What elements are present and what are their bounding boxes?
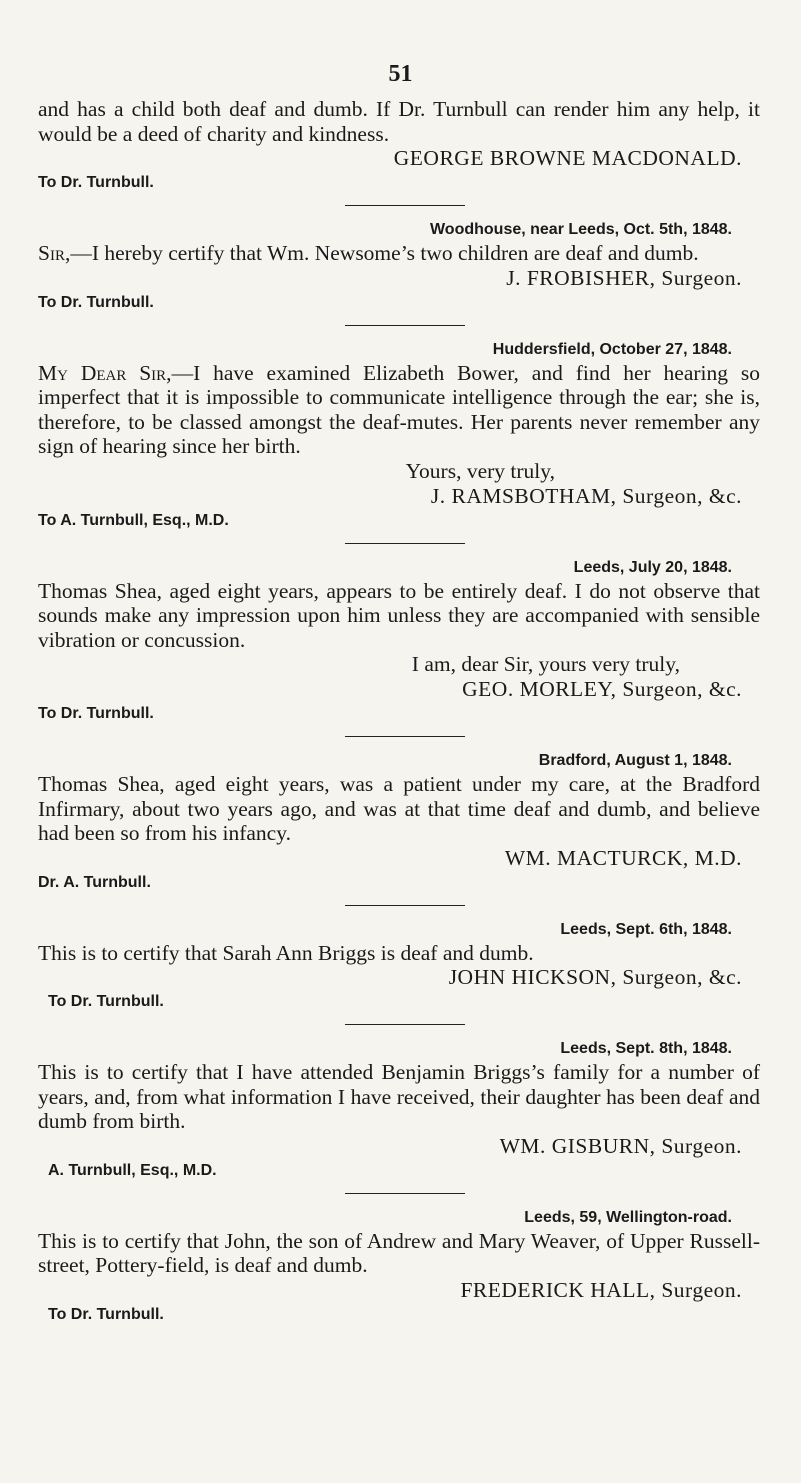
letter-addressee: A. Turnbull, Esq., M.D. (48, 1161, 217, 1179)
letter-addressee: To A. Turnbull, Esq., M.D. (38, 511, 229, 529)
letter-dateline: Leeds, 59, Wellington-road. (524, 1208, 732, 1226)
section-divider (345, 1193, 465, 1194)
letter-body-text: —I hereby certify that Wm. Newsome’s two children are deaf and dumb. (70, 241, 699, 265)
letter-signature: WM. GISBURN, Surgeon. (499, 1133, 742, 1158)
letter-body: and has a child both deaf and dumb. If Dr. Turnbull can render him any help, it would be a deed of charity and kindness. (38, 97, 760, 146)
letter-signature: WM. MACTURCK, M.D. (504, 845, 742, 870)
letter-signature: GEORGE BROWNE MACDONALD. (393, 146, 742, 170)
letter-body: This is to certify that John, the son of Andrew and Mary Weaver, of Upper Russell-street, Pottery-field, is deaf and dumb. (38, 1228, 760, 1277)
letter-signature: J. FROBISHER, Surgeon. (506, 265, 742, 290)
letter-salutation: My Dear Sir, (38, 360, 172, 385)
letter-signature: FREDERICK HALL, Surgeon. (460, 1277, 742, 1302)
letter-body (38, 241, 760, 266)
letter-dateline: Bradford, August 1, 1848. (538, 752, 732, 769)
letter-addressee: To Dr. Turnbull. (38, 293, 154, 311)
section-divider (345, 736, 465, 737)
section-divider (345, 905, 465, 906)
letter-body: Thomas Shea, aged eight years, appears to be entirely deaf. I do not observe that sounds make any impression upon him unless they are accompanied with sensible vibration or concussion. (38, 578, 760, 652)
letter-closing: Yours, very truly, (405, 458, 555, 483)
letter-dateline: Huddersfield, October 27, 1848. (492, 340, 732, 358)
section-divider (345, 205, 465, 206)
letter-salutation: Sir, (38, 241, 71, 265)
letter-addressee: To Dr. Turnbull. (48, 993, 164, 1010)
letter-body-text: —I have examined Elizabeth Bower, and find her hearing so imperfect that it is impossible to communicate intelligence through the ear; she is, therefore, to be classed amongst the deaf-mutes. Her parents never remember any sign of hearing since her birth. (38, 360, 760, 458)
letter-signature: J. RAMSBOTHAM, Surgeon, &c. (430, 483, 742, 508)
letter-dateline: Leeds, Sept. 8th, 1848. (560, 1040, 732, 1057)
letter-addressee: Dr. A. Turnbull. (38, 873, 151, 891)
letter-signature: JOHN HICKSON, Surgeon, &c. (448, 965, 742, 989)
letter-body: Thomas Shea, aged eight years, was a patient under my care, at the Bradford Infirmary, about two years ago, and was at that time deaf and dumb, and believe had been so from his infancy. (38, 772, 760, 845)
page-content (38, 97, 760, 1325)
letter-body: This is to certify that I have attended Benjamin Briggs’s family for a number of years, and, from what information I have received, their daughter has been deaf and dumb from birth. (38, 1060, 760, 1133)
letter-body: This is to certify that Sarah Ann Briggs is deaf and dumb. (38, 940, 534, 965)
letter-macturck (38, 750, 760, 893)
letter-dateline: Leeds, Sept. 6th, 1848. (560, 920, 732, 938)
section-divider (345, 325, 465, 326)
page-number: 51 (388, 61, 413, 87)
letter-dateline: Woodhouse, near Leeds, Oct. 5th, 1848. (429, 221, 732, 238)
letter-gisburn (38, 1038, 760, 1181)
letter-macdonald (38, 97, 760, 193)
letter-frobisher (38, 219, 760, 313)
letter-ramsbotham (38, 339, 760, 531)
letter-morley (38, 557, 760, 725)
section-divider (345, 543, 465, 544)
letter-addressee: To Dr. Turnbull. (38, 705, 154, 722)
letter-signature: GEO. MORLEY, Surgeon, &c. (462, 677, 742, 701)
letter-body (38, 361, 760, 459)
letter-hickson (38, 919, 760, 1013)
section-divider (345, 1024, 465, 1025)
letter-addressee: To Dr. Turnbull. (48, 1305, 164, 1323)
letter-hall (38, 1207, 760, 1325)
letter-dateline: Leeds, July 20, 1848. (573, 558, 732, 576)
letter-closing: I am, dear Sir, yours very truly, (411, 652, 680, 676)
letter-addressee: To Dr. Turnbull. (38, 174, 154, 191)
